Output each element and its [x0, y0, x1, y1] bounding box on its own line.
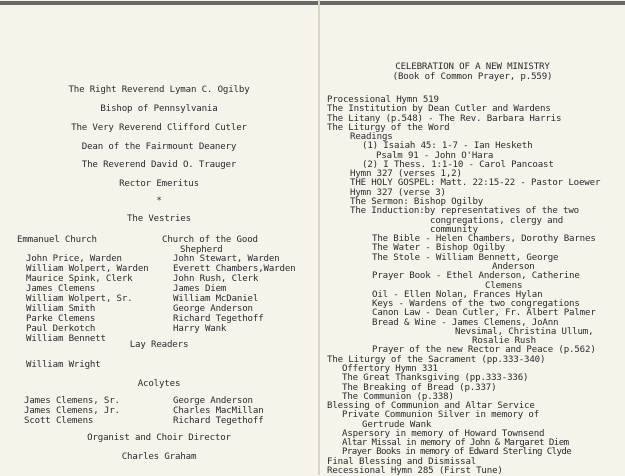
order-line: Canon Law - Dean Cutler, Fr. Albert Palmer [372, 308, 596, 319]
order-line: THE HOLY GOSPEL: Matt. 22:15-22 - Pastor Loewer [350, 178, 601, 189]
vestry-member: Paul Derkotch [26, 324, 96, 334]
clergy-line: Rector Emeritus [119, 179, 199, 189]
order-line: The Induction:by representatives of the two [350, 206, 579, 217]
order-line: Blessing of Communion and Altar Service [327, 401, 535, 412]
order-line: The Litany (p.548) - The Rev. Barbara Harris [327, 113, 562, 124]
vestry-member: Harry Wank [173, 324, 227, 334]
order-line: Processional Hymn 519 [327, 95, 439, 105]
order-line: The Sermon: Bishop Ogilby [350, 197, 484, 208]
vestries-heading: The Vestries [127, 214, 191, 224]
order-line: Prayer Book - Ethel Anderson, Catherine [372, 271, 580, 282]
order-line: The Institution by Dean Cutler and Wardens [327, 104, 551, 115]
order-line: Clemens [485, 280, 523, 291]
acolyte-name: Charles MacMillan [173, 406, 264, 416]
organist-heading: Organist and Choir Director [87, 433, 231, 443]
emmanuel-church-heading: Emmanuel Church [17, 235, 97, 245]
order-line: Final Blessing and Dismissal [327, 456, 477, 467]
clergy-line: The Very Reverend Clifford Cutler [71, 123, 247, 133]
vestry-member: William Wolpert, Warden [26, 264, 149, 274]
vestry-member: George Anderson [173, 304, 253, 314]
order-line: (2) I Thess. 1:1-10 - Carol Pancoast [362, 159, 554, 170]
clergy-line: Bishop of Pennsylvania [100, 104, 218, 114]
vestry-member: John Price, Warden [26, 254, 122, 264]
vestry-member: William Bennett [26, 334, 106, 344]
good-shepherd-heading: Church of the Good [162, 235, 258, 245]
order-line: Readings [350, 132, 393, 143]
order-line: The Stole - William Bennett, George [372, 252, 559, 263]
acolyte-name: George Anderson [173, 396, 253, 406]
vestry-member: William McDaniel [173, 294, 259, 304]
vestry-member: James Clemens [26, 284, 96, 294]
order-line: Altar Missal in memory of John & Margaret Diem [342, 438, 569, 449]
order-line: (1) Isaiah 45: 1-7 - Ian Hesketh [362, 141, 533, 152]
vestry-member: John Rush, Clerk [173, 274, 259, 284]
vestry-member: William Smith [26, 304, 96, 314]
order-line: The Water - Bishop Ogilby [372, 243, 506, 254]
vestry-member: James Diem [173, 284, 227, 294]
order-line: Hymn 327 (verses 1,2) [350, 169, 462, 180]
order-line: congregations, clergy and [430, 215, 564, 226]
order-line: Rosalie Rush [472, 336, 536, 347]
order-line: Aspersory in memory of Howard Townsend [342, 428, 545, 439]
order-line: Anderson [492, 261, 535, 272]
acolyte-name: James Clemens, Sr. [24, 396, 120, 406]
acolyte-name: James Clemens, Jr. [24, 406, 120, 416]
acolyte-name: Richard Tegethoff [173, 416, 264, 426]
order-line: Offertory Hymn 331 [342, 363, 438, 374]
vestry-member: William Wolpert, Sr. [26, 294, 133, 304]
vestry-member: Everett Chambers,Warden [173, 264, 296, 274]
order-line: Private Communion Silver in memory of [342, 410, 540, 421]
top-edge-line [0, 1, 625, 5]
clergy-line: The Reverend David O. Trauger [81, 160, 237, 170]
order-line: Hymn 327 (verse 3) [350, 187, 446, 198]
order-line: community [430, 224, 478, 235]
order-line: The Liturgy of the Sacrament (pp.333-340) [327, 354, 546, 365]
order-line: Oil - Ellen Nolan, Frances Hylan [372, 289, 543, 300]
vestry-member: John Stewart, Warden [173, 254, 280, 264]
service-subtitle: (Book of Common Prayer, p.559) [392, 72, 553, 82]
order-line: Gertrude Wank [362, 419, 432, 430]
order-line: Psalm 91 - John O'Hara [376, 150, 494, 161]
clergy-line: Dean of the Fairmount Deanery [81, 142, 237, 152]
acolyte-name: Scott Clemens [24, 416, 94, 426]
good-shepherd-heading: Shepherd [180, 245, 223, 255]
order-line: Prayer of the new Rector and Peace (p.562) [372, 345, 596, 356]
clergy-line: The Right Reverend Lyman C. Ogilby [68, 85, 250, 95]
vestry-member: Richard Tegethoff [173, 314, 264, 324]
star-ornament: * [156, 196, 162, 206]
order-line: The Communion (p.338) [342, 391, 454, 402]
order-line: Bread & Wine - James Clemens, JoAnn [372, 317, 559, 328]
lay-reader-name: William Wright [26, 360, 101, 370]
order-line: The Great Thanksgiving (pp.333-336) [342, 373, 529, 384]
order-line: The Bible - Helen Chambers, Dorothy Barnes [372, 234, 596, 245]
order-line: Keys - Wardens of the two congregations [372, 299, 580, 310]
service-title: CELEBRATION OF A NEW MINISTRY [395, 62, 550, 72]
lay-readers-heading: Lay Readers [129, 340, 189, 350]
order-line: Prayer Books in memory of Edward Sterling Clyde [342, 447, 572, 458]
organist-name: Charles Graham [121, 452, 197, 462]
order-line: The Breaking of Bread (p.337) [342, 382, 497, 393]
order-line: Recessional Hymn 285 (First Tune) [327, 466, 503, 476]
vestry-member: Parke Clemens [26, 314, 96, 324]
vestry-member: Maurice Spink, Clerk [26, 274, 133, 284]
order-line: Nevsimal, Christina Ullum, [455, 326, 594, 337]
order-line: The Liturgy of the Word [327, 122, 450, 133]
acolytes-heading: Acolytes [137, 379, 181, 389]
